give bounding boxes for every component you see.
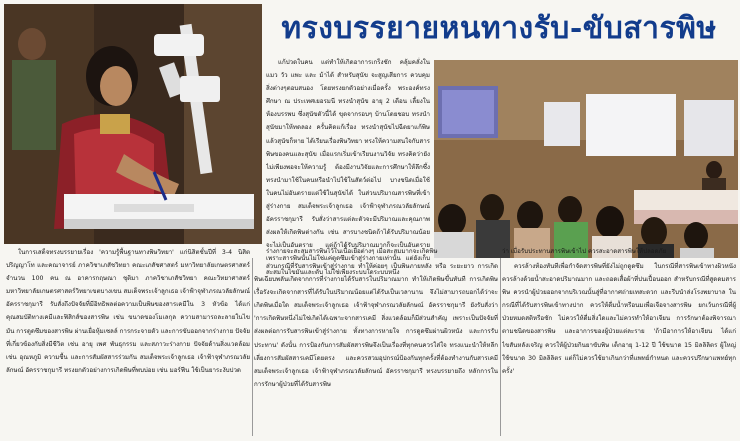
column-divider (252, 258, 253, 436)
photo-lecture-audience (434, 60, 738, 258)
column-divider (500, 258, 501, 436)
article-line-mid: ร่างกายจะสะสมสารพิษไว้ในเนื้อเยื่อต่างๆ เมื่อสะสมมากจะเกิดพิษ (266, 248, 438, 255)
article-text: ควรล้างท้องทันทีเพื่อกำจัดสารพิษที่ยังไม่ถูกดูดซึม ในกรณีที่สารพิษเข้าทางผิวหนัง ควรล้างด้วยน้ำสะอาดปริมาณมาก และถอดเสื้อผ้าที่ปนเปื้อนออก สำหรับกรณีที่สูดดมสารพิษ ควรนำผู้ป่วยออกจากบริเวณนั้นสู่ที่อากาศถ่ายเทสะดวก และรีบนำส่งโรงพยาบาล ในกรณีที่ได้รับสารพิษเข้าทางปาก ควรให้ดื่มน้ำหรือนมเพื่อเจือจางสารพิษ ยกเว้นกรณีที่ผู้ป่วยหมดสติหรือชัก ไม่ควรให้ดื่มสิ่งใดและไม่ควรทำให้อาเจียน การรักษาต้องพิจารณาตามชนิดของสารพิษ และอาการของผู้ป่วยแต่ละราย 'ถ้ามีอาการให้อาเจียน ได้แก่ ไขสันหลังเจริญ ควรให้ผู้ป่วยกินยาขับพิษ เด็กอายุ 1-12 ปี ใช้ขนาด 15 มิลลิลิตร ผู้ใหญ่ใช้ขนาด 30 มิลลิลิตร แต่ก็ไม่ควรใช้ยาเกินกว่าที่แพทย์กำหนด และควรปรึกษาแพทย์ทุกครั้ง' (502, 263, 736, 375)
article-column-lower-left (6, 246, 250, 436)
article-text: แก้ปวดในคน แต่ทำให้เกิดอาการเกร็งชัก คลุ้มคลั่งใน แมว วัว แพะ และ ม้าได้ สำหรับสุนัข จะสูญเสียการ ควบคุม สิ่งต่างๆตอบสนอง โดยทรงยกตัวอย่างเมื่อครั้ง พระองค์ทรงศึกษา ณ ประเทศเยอรมนี ทรงนำสุนัข อายุ 2 เดือน เลี้ยงในห้องบรรพบ ซึ่งสุนัขตัวนี้ได้ ขุดจากรอบๆ บ้านโดยชอบ ทรงนำสุนัขมาให้ทดลอง ครั้นคิดแก้เรื่อง ทรงนำสุนัขไปฉีดยาแก้พิษ แล้วสุนัขก็หาย ได้เรียนเรื่องพิษวิทยา ทรงให้ความสนใจกับสารพิษของคนและสุนัข เมื่อแรกเริ่มเข้าเรียนงานวิจัย ทรงคิดว่ายังไม่เพียงพอจะให้ความรู้ ต้องมีงานวิจัยและการศึกษาให้ลึกซึ้ง ทรงนำมาใช้ในคนหรือนำไปใช้ในสัตว์ต่อไป บางชนิดเมื่อใช้ในคนไม่อันตรายแต่ใช้ในสุนัขได้ ในส่วนปริมาณสารพิษที่เข้าสู่ร่างกาย สมเด็จพระเจ้าลูกเธอ เจ้าฟ้าจุฬาภรณวลัยลักษณ์ อัครราชกุมารี รับสั่งว่าสารแต่ละตัวจะมีปริมาณและคุณภาพ ส่งผลให้เกิดพิษต่างกัน เช่น สารบางชนิดถ้าได้รับปริมาณน้อยจะไม่เป็นอันตราย แต่ถ้าได้รับปริมาณมากก็จะเป็นอันตราย เพราะสารพิษนั้นไม่ใช่แค่ดูดซึมเข้าสู่ร่างกายเท่านั้น แต่ยังเก็บสะสมในไขมันและตับ ไม่ใช่เพียงระบบใดระบบหนึ่ง (266, 59, 430, 276)
article-text: ส่วนกรณีที่รับสารพิษเข้าสู่ร่างกาย ทำให้ค่อยๆ เป็นพิษภายหลัง หรือ ระยะยาว การเกิดพิษเฉียบพลันเกิดจากการที่ร่างกายได้รับสารในปริมาณมาก ทำให้เกิดพิษขึ้นทันที การเกิดพิษเรื้อรังจะเกิดจากสารที่ได้รับในปริมาณน้อยแต่ได้รับเป็นเวลานาน จึงไม่สามารถบอกได้ว่าจะเกิดพิษเมื่อใด สมเด็จพระเจ้าลูกเธอ เจ้าฟ้าจุฬาภรณวลัยลักษณ์ อัครราชกุมารี ยังรับสั่งว่า 'การเกิดพิษหนึ่งไม่ใช่เกิดได้เฉพาะจากสารเคมี สิ่งแวดล้อมก็มีส่วนสำคัญ เพราะเป็นปัจจัยที่ส่งผลต่อการรับสารพิษเข้าสู่ร่างกาย ทั้งทางการหายใจ การดูดซึมผ่านผิวหนัง และการรับประทาน' ดังนั้น การป้องกันการสัมผัสสารพิษจึงเป็นเรื่องที่ทุกคนควรใส่ใจ ทรงแนะนำให้หลีกเลี่ยงการสัมผัสสารเคมีโดยตรง และควรสวมอุปกรณ์ป้องกันทุกครั้งที่ต้องทำงานกับสารเคมี สมเด็จพระเจ้าลูกเธอ เจ้าฟ้าจุฬาภรณวลัยลักษณ์ อัครราชกุมารี ทรงบรรยายถึง หลักการในการรักษาผู้ป่วยที่ได้รับสารพิษ (254, 263, 498, 388)
article-column-lower-right (502, 260, 736, 436)
article-line-right: ว่า เมื่อรับประทานสารพิษเข้าไป ควรสะอาดสารพิษให้ปลอดภัย (502, 248, 667, 255)
article-text: ในการเสด็จทรงบรรยายเรื่อง 'ความรู้พื้นฐานทางพิษวิทยา' แก่นิสิตชั้นปีที่ 3-4 นิสิตปริญญาโท และคณาจารย์ ภาควิชาเภสัชวิทยา คณะเภสัชศาสตร์ มหาวิทยาลัยเกษตรศาสตร์ จำนวน 100 คน ณ อาคารกฤษณา ชุติมา ภาควิชาเภสัชวิทยา คณะวิทยาศาสตร์ มหาวิทยาลัยเกษตรศาสตร์วิทยาเขตบางเขน สมเด็จพระเจ้าลูกเธอ เจ้าฟ้าจุฬาภรณวลัยลักษณ์ อัครราชกุมารี รับสั่งถึงปัจจัยที่มีอิทธิพลต่อความเป็นพิษของสารเคมีใน 3 หัวข้อ ได้แก่ คุณสมบัติทางเคมีและฟิสิกส์ของสารพิษ เช่น ขนาดของโมเลกุล ความสามารถละลายในไขมัน การดูดซึมของสารพิษ ผ่านเยื่อหุ้มเซลล์ การกระจายตัว และการขับออกจากร่างกาย ปัจจัยที่เกี่ยวข้องกับสิ่งมีชีวิต เช่น อายุ เพศ พันธุกรรม และสภาวะร่างกาย ปัจจัยด้านสิ่งแวดล้อม เช่น อุณหภูมิ ความชื้น และการสัมผัสสารร่วมกัน สมเด็จพระเจ้าลูกเธอ เจ้าฟ้าจุฬาภรณวลัยลักษณ์ อัครราชกุมารี ทรงยกตัวอย่างการเกิดพิษที่พบบ่อย เช่น มอร์ฟีน ใช้เป็นยาระงับปวด (6, 249, 250, 374)
headline: ทรงบรรยายหนทางรับ-ขับสารพิษ (281, 11, 717, 46)
article-column-lower-middle (254, 260, 498, 436)
photo-princess-writing (4, 4, 262, 244)
